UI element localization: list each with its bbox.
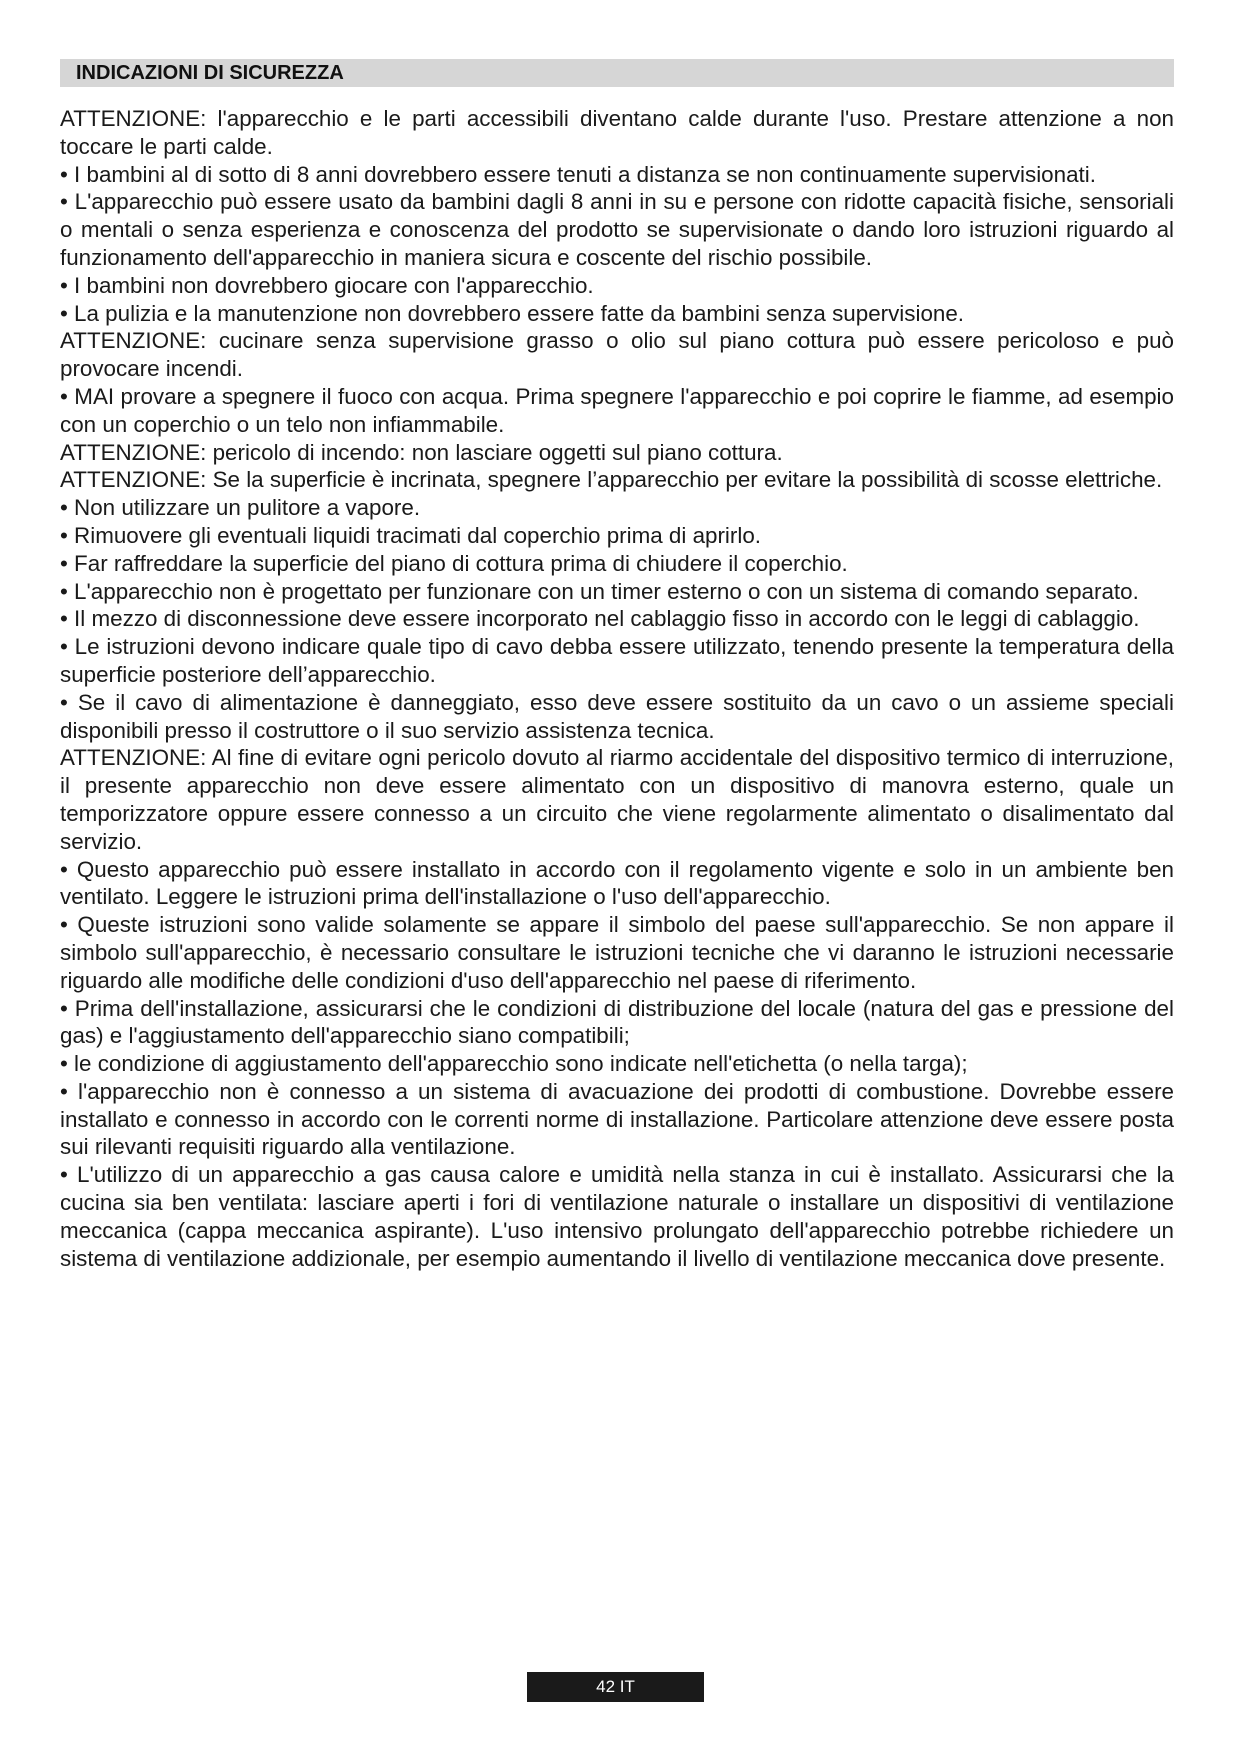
paragraph: • La pulizia e la manutenzione non dovrebbero essere fatte da bambini senza supervisione. xyxy=(60,300,965,326)
paragraph: • l'apparecchio non è connesso a un sistema di avacuazione dei prodotti di combustione. Dovrebbe essere installato e connesso in accordo con le correnti norme di installazione. Particolare attenzione deve essere posta sui rilevanti requisiti riguardo alla ventilazione. xyxy=(60,1078,1174,1160)
paragraph: ATTENZIONE: Al fine di evitare ogni pericolo dovuto al riarmo accidentale del dispositivo termico di interruzione, il presente apparecchio non deve essere alimentato con un dispositivo di manovra esterno, quale un temporizzatore oppure essere connesso a un circuito che viene regolarmente alimentato o disalimentato dal servizio. xyxy=(60,745,1174,854)
paragraph: • Far raffreddare la superficie del piano di cottura prima di chiudere il coperchio. xyxy=(60,550,848,576)
paragraph: • L'utilizzo di un apparecchio a gas causa calore e umidità nella stanza in cui è installato. Assicurarsi che la cucina sia ben ventilata: lasciare aperti i fori di ventilazione naturale o installare un dispositivi di ventilazione meccanica (cappa meccanica aspirante). L'uso intensivo prolungato dell'apparecchio potrebbe richiedere un sistema di ventilazione addizionale, per esempio aumentando il livello di ventilazione meccanica dove presente. xyxy=(60,1162,1174,1271)
paragraph: • Prima dell'installazione, assicurarsi che le condizioni di distribuzione del locale (natura del gas e pressione del gas) e l'aggiustamento dell'apparecchio siano compatibili; xyxy=(60,995,1174,1049)
safety-text-body xyxy=(60,105,1174,1272)
paragraph: ATTENZIONE: Se la superficie è incrinata, spegnere l’apparecchio per evitare la possibilità di scosse elettriche. xyxy=(60,467,1163,493)
paragraph: • L'apparecchio non è progettato per funzionare con un timer esterno o con un sistema di comando separato. xyxy=(60,578,1139,604)
paragraph: • Non utilizzare un pulitore a vapore. xyxy=(60,495,421,521)
paragraph: ATTENZIONE: l'apparecchio e le parti accessibili diventano calde durante l'uso. Prestare attenzione a non toccare le parti calde. xyxy=(60,106,1174,159)
paragraph: • MAI provare a spegnere il fuoco con acqua. Prima spegnere l'apparecchio e poi coprire le fiamme, ad esempio con un coperchio o un telo non infiammabile. xyxy=(60,383,1174,437)
paragraph: ATTENZIONE: cucinare senza supervisione grasso o olio sul piano cottura può essere pericoloso e può provocare incendi. xyxy=(60,328,1174,382)
paragraph: • I bambini al di sotto di 8 anni dovrebbero essere tenuti a distanza se non continuamente supervisionati. xyxy=(60,161,1096,187)
paragraph: • Se il cavo di alimentazione è danneggiato, esso deve essere sostituito da un cavo o un assieme speciali disponibili presso il costruttore o il suo servizio assistenza tecnica. xyxy=(60,689,1174,743)
paragraph: • Il mezzo di disconnessione deve essere incorporato nel cablaggio fisso in accordo con le leggi di cablaggio. xyxy=(60,606,1140,632)
section-title: INDICAZIONI DI SICUREZZA xyxy=(60,59,1174,87)
paragraph: • Le istruzioni devono indicare quale tipo di cavo debba essere utilizzato, tenendo presente la temperatura della superficie posteriore dell’apparecchio. xyxy=(60,634,1174,687)
paragraph: • Queste istruzioni sono valide solamente se appare il simbolo del paese sull'apparecchio. Se non appare il simbolo sull'apparecchio, è necessario consultare le istruzioni tecniche che vi daranno le istruzioni necessarie riguardo alle modifiche delle condizioni d'uso dell'apparecchio nel paese di riferimento. xyxy=(60,912,1174,993)
paragraph: • L'apparecchio può essere usato da bambini dagli 8 anni in su e persone con ridotte capacità fisiche, sensoriali o mentali o senza esperienza e conoscenza del prodotto se supervisionate o dando loro istruzioni riguardo al funzionamento dell'apparecchio in maniera sicura e coscente del rischio possibile. xyxy=(60,189,1174,270)
paragraph: • I bambini non dovrebbero giocare con l'apparecchio. xyxy=(60,272,594,298)
paragraph: • le condizione di aggiustamento dell'apparecchio sono indicate nell'etichetta (o nella targa); xyxy=(60,1051,968,1077)
paragraph: • Rimuovere gli eventuali liquidi tracimati dal coperchio prima di aprirlo. xyxy=(60,522,762,548)
page-number: 42 IT xyxy=(527,1672,704,1702)
paragraph: • Questo apparecchio può essere installato in accordo con il regolamento vigente e solo in un ambiente ben ventilato. Leggere le istruzioni prima dell'installazione o l'uso dell'apparecchio. xyxy=(60,856,1174,910)
paragraph: ATTENZIONE: pericolo di incendo: non lasciare oggetti sul piano cottura. xyxy=(60,439,783,465)
